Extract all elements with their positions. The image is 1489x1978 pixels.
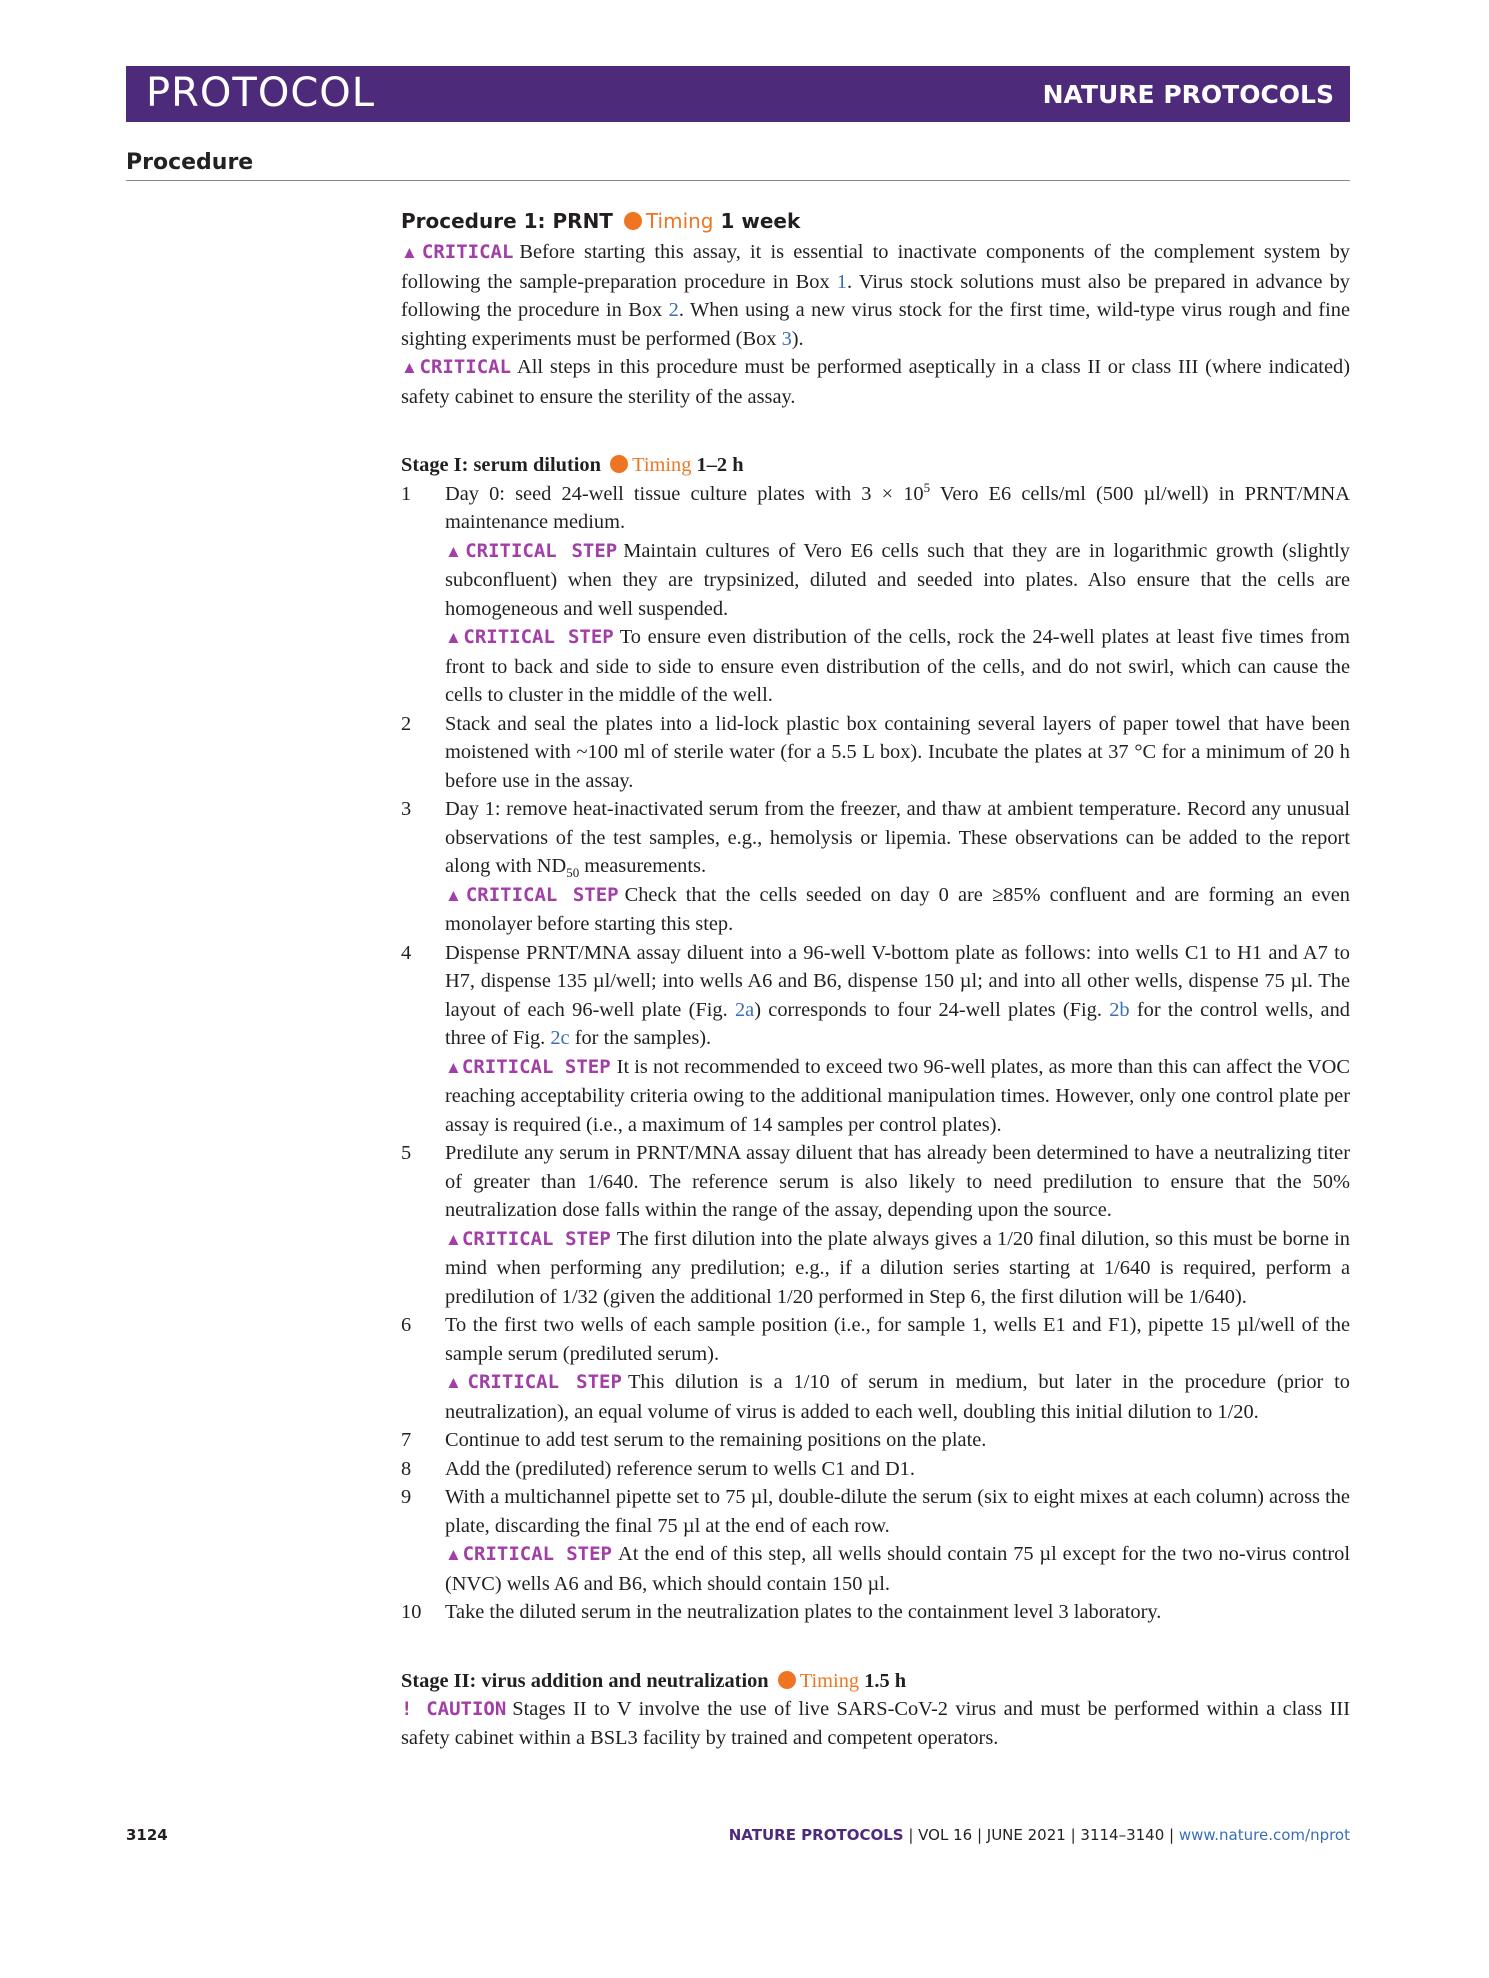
critical-note: ▲CRITICAL All steps in this procedure must be performed aseptically in a class II or class III (where indicated) safety cabinet to ensure the sterility of the assay. <box>401 356 1350 408</box>
critical-step-note: ▲CRITICAL STEP The first dilution into the plate always gives a 1/20 final dilution, so this must be borne in mind when performing any predilution; e.g., if a dilution series starting at 1/640 is required, perform a predilution of 1/32 (given the additional 1/20 performed in Step 6, the first dilution will be 1/640). <box>445 1227 1350 1308</box>
caution-label: ! CAUTION <box>401 1698 507 1720</box>
procedure-step: 2 Stack and seal the plates into a lid-lock plastic box containing several layers of paper towel that have been moistened with ~100 ml of sterile water (for a 5.5 L box). Incubate the plates at 37 °C for a minimum of 20 h before use in the assay. <box>401 712 1350 792</box>
footer-citation: NATURE PROTOCOLS | VOL 16 | JUNE 2021 | 3114–3140 | www.nature.com/nprot <box>728 1826 1350 1844</box>
section-heading: Procedure <box>126 150 254 175</box>
timing-dot-icon <box>610 455 628 473</box>
figure-link[interactable]: 2b <box>1109 998 1130 1021</box>
section-label: PROTOCOL <box>146 70 376 116</box>
procedure-step: 8 Add the (prediluted) reference serum to wells C1 and D1. <box>401 1457 915 1480</box>
page-number: 3124 <box>126 1826 168 1844</box>
procedure-title: Procedure 1: PRNT Timing 1 week <box>401 209 801 233</box>
warning-triangle-icon: ▲ <box>445 1373 468 1392</box>
warning-triangle-icon: ▲ <box>445 1545 463 1564</box>
stage-title: Stage I: serum dilution Timing 1–2 h <box>401 454 744 476</box>
box-link[interactable]: 2 <box>668 299 679 321</box>
article-body <box>401 206 1350 1752</box>
journal-url-link[interactable]: www.nature.com/nprot <box>1178 1826 1350 1844</box>
warning-triangle-icon: ▲ <box>445 885 466 905</box>
procedure-step: 7 Continue to add test serum to the remaining positions on the plate. <box>401 1429 987 1451</box>
figure-link[interactable]: 2c <box>550 1027 570 1049</box>
warning-triangle-icon: ▲ <box>445 1229 462 1249</box>
warning-triangle-icon: ▲ <box>445 541 466 561</box>
procedure-step: 3 Day 1: remove heat-inactivated serum from the freezer, and thaw at ambient temperature. Record any unusual observations of the test samples, e.g., hemolysis or lipemia. These observations can be added to the report along with $ND_{50}$ measurements. ▲CRITICAL STEP Check that the cells seeded on day 0 are ≥85% confluent and are forming an even monolayer before starting this step. <box>401 795 1350 939</box>
procedure-step: 9 With a multichannel pipette set to 75 µl, double-dilute the serum (six to eight mixes at each column) across the plate, discarding the final 75 µl at the end of each row. ▲CRITICAL STEP At the end of this step, all wells should contain 75 µl except for the two no-virus control (NVC) wells A6 and B6, which should contain 150 µl. <box>401 1483 1350 1598</box>
header-banner <box>126 66 1350 122</box>
critical-note: ▲CRITICAL Before starting this assay, it is essential to inactivate components of the complement system by following the sample-preparation procedure in Box 1. Virus stock solutions must also be prepared in advance by following the procedure in Box 2. When using a new virus stock for the first time, wild-type virus rough and fine sighting experiments must be performed (Box 3). <box>401 241 1350 350</box>
figure-link[interactable]: 2a <box>734 998 755 1021</box>
critical-step-note: ▲CRITICAL STEP Check that the cells seeded on day 0 are ≥85% confluent and are forming an even monolayer before starting this step. <box>445 883 1351 935</box>
critical-step-note: ▲CRITICAL STEP At the end of this step, all wells should contain 75 µl except for the two no-virus control (NVC) wells A6 and B6, which should contain 150 µl. <box>445 1543 1350 1595</box>
procedure-step: 6 To the first two wells of each sample position (i.e., for sample 1, wells E1 and F1), pipette 15 µl/well of the sample serum (prediluted serum). ▲CRITICAL STEP This dilution is a 1/10 of serum in medium, but later in the procedure (prior to neutralization), an equal volume of virus is added to each well, doubling this initial dilution to 1/20. <box>401 1311 1350 1426</box>
timing-dot-icon <box>624 212 642 230</box>
box-link[interactable]: 1 <box>836 270 847 293</box>
stage-title: Stage II: virus addition and neutralization Timing 1.5 h <box>401 1669 907 1692</box>
warning-triangle-icon: ▲ <box>401 243 422 262</box>
warning-triangle-icon: ▲ <box>401 358 420 377</box>
warning-triangle-icon: ▲ <box>445 1057 462 1077</box>
critical-step-note: ▲CRITICAL STEP It is not recommended to exceed two 96-well plates, as more than this can affect the VOC reaching acceptability criteria owing to the additional manipulation times. However, only one control plate per assay is required (i.e., a maximum of 14 samples per control plates). <box>445 1055 1350 1136</box>
procedure-step: 10 Take the diluted serum in the neutralization plates to the containment level 3 laboratory. <box>401 1601 1162 1623</box>
caution-note: ! CAUTION Stages II to V involve the use of live SARS-CoV-2 virus and must be performed within a class III safety cabinet within a BSL3 facility by trained and competent operators. <box>401 1698 1350 1749</box>
box-link[interactable]: 3 <box>781 327 792 350</box>
journal-label: NATURE PROTOCOLS <box>1042 80 1334 109</box>
section-divider <box>126 180 1350 181</box>
procedure-step: 4 Dispense PRNT/MNA assay diluent into a 96-well V-bottom plate as follows: into wells C1 to H1 and A7 to H7, dispense 135 µl/well; into wells A6 and B6, dispense 150 µl; and into all other wells, dispense 75 µl. The layout of each 96-well plate (Fig. 2a) corresponds to four 24-well plates (Fig. 2b for the control wells, and three of Fig. 2c for the samples). ▲CRITICAL STEP It is not recommended to exceed two 96-well plates, as more than this can affect the VOC reaching acceptability criteria owing to the additional manipulation times. However, only one control plate per assay is required (i.e., a maximum of 14 samples per control plates). <box>401 939 1350 1140</box>
critical-step-note: ▲CRITICAL STEP To ensure even distribution of the cells, rock the 24-well plates at least five times from front to back and side to side to ensure even distribution of the cells, and do not swirl, which can cause the cells to cluster in the middle of the well. <box>445 626 1351 706</box>
procedure-step: 5 Predilute any serum in PRNT/MNA assay diluent that has already been determined to have a neutralizing titer of greater than 1/640. The reference serum is also likely to need predilution to ensure that the 50% neutralization dose falls within the range of the assay, depending upon the source. ▲CRITICAL STEP The first dilution into the plate always gives a 1/20 final dilution, so this must be borne in mind when performing any predilution; e.g., if a dilution series starting at 1/640 is required, perform a predilution of 1/32 (given the additional 1/20 performed in Step 6, the first dilution will be 1/640). <box>401 1139 1350 1311</box>
critical-step-note: ▲CRITICAL STEP This dilution is a 1/10 of serum in medium, but later in the procedure (prior to neutralization), an equal volume of virus is added to each well, doubling this initial dilution to 1/20. <box>445 1371 1350 1423</box>
procedure-step: 1 Day 0: seed 24-well tissue culture plates with $3 \times 10^5$ Vero E6 cells/ml (500 µl/well) in PRNT/MNA maintenance medium. ▲CRITICAL STEP Maintain cultures of Vero E6 cells such that they are in logarithmic growth (slightly subconfluent) when they are trypsinized, diluted and seeded into plates. Also ensure that the cells are homogeneous and well suspended. ▲CRITICAL STEP To ensure even distribution of the cells, rock the 24-well plates at least five times from front to back and side to side to ensure even distribution of the cells, and do not swirl, which can cause the cells to cluster in the middle of the well. <box>401 480 1350 710</box>
warning-triangle-icon: ▲ <box>445 628 464 647</box>
critical-step-note: ▲CRITICAL STEP Maintain cultures of Vero E6 cells such that they are in logarithmic growth (slightly subconfluent) when they are trypsinized, diluted and seeded into plates. Also ensure that the cells are homogeneous and well suspended. <box>445 539 1350 620</box>
timing-dot-icon <box>778 1671 796 1689</box>
